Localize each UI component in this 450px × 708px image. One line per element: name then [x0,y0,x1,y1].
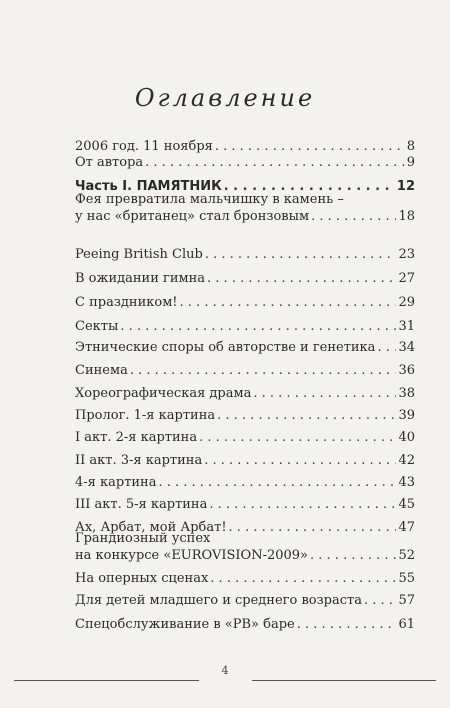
toc-entry-row [75,246,415,263]
toc-entry-title: Синема [75,363,128,378]
toc-entry-page: 47 [398,520,415,535]
toc-entry [75,592,415,609]
toc-heading: Оглавление [134,84,316,112]
toc-entry-title: III акт. 5-я картина [75,497,208,512]
dot-leader [215,138,405,155]
toc-entry-page: 39 [398,408,415,423]
toc-entry-row [75,339,415,356]
toc-entry-page: 61 [398,617,415,632]
dot-leader [253,385,396,402]
dot-leader [158,474,396,491]
toc-entry-title: На оперных сценах [75,571,209,586]
toc-entry-row [75,474,415,491]
toc-entry-title: Спецобслуживание в «РВ» баре [75,617,295,632]
dot-leader [209,496,396,513]
toc-entry-title: у нас «британец» стал бронзовым [75,209,310,224]
toc-entry-page: 12 [396,179,415,194]
dot-leader [297,616,397,633]
toc-entry-row [75,385,415,402]
dot-leader [180,294,397,311]
toc-entry-page: 18 [398,209,415,224]
dot-leader [199,429,396,446]
toc-entry-page: 29 [398,295,415,310]
dot-leader [377,339,396,356]
toc-entry [75,191,415,225]
toc-entry-page: 42 [398,453,415,468]
toc-entry-row [75,547,415,564]
dot-leader [364,592,396,609]
toc-entry-title: В ожидании гимна [75,271,206,286]
dot-leader [204,452,396,469]
toc-entry [75,138,415,155]
dot-leader [130,362,397,379]
toc-entry-title-line: Фея превратила мальчишку в камень – [75,192,344,207]
toc-entry-page: 55 [398,571,415,586]
toc-entry-title: II акт. 3-я картина [75,453,203,468]
toc-entry-title: От автора [75,155,144,170]
toc-entry-title: 2006 год. 11 ноября [75,139,213,154]
toc-entry-row [75,592,415,609]
toc-entry [75,496,415,513]
toc-entry [75,530,415,564]
toc-entry-page: 45 [398,497,415,512]
toc-entry [75,270,415,287]
toc-entry-page: 8 [406,139,415,154]
footer-rule-left [14,680,199,681]
toc-entry [75,452,415,469]
toc-entry [75,318,415,335]
dot-leader [207,270,396,287]
toc-entry-title-line: Грандиозный успех [75,531,211,546]
toc-entry-title: Для детей младшего и среднего возраста [75,593,362,608]
toc-entry-row [75,294,415,311]
dot-leader [120,318,396,335]
toc-entry-row [75,496,415,513]
toc-entry-title: I акт. 2-я картина [75,430,198,445]
toc-entry-row [75,570,415,587]
dot-leader [210,570,396,587]
toc-entry-title: 4-я картина [75,475,157,490]
toc-entry [75,294,415,311]
toc-entry-title: Секты [75,319,119,334]
toc-entry-page: 23 [398,247,415,262]
dot-leader [311,208,396,225]
toc-entry-title: Этнические споры об авторстве и генетика [75,340,376,355]
toc-entry [75,570,415,587]
toc-entry [75,246,415,263]
toc-entry [75,339,415,356]
toc-entry-page: 43 [398,475,415,490]
toc-entry-title: Часть I. ПАМЯТНИК [75,179,222,194]
toc-entry-row [75,407,415,424]
toc-entry-row [75,318,415,335]
toc-entry [75,154,415,171]
toc-entry-page: 40 [398,430,415,445]
toc-entry-page: 27 [398,271,415,286]
toc-entry-title: Пролог. 1-я картина [75,408,216,423]
toc-entry-page: 31 [398,319,415,334]
toc-entry-row [75,452,415,469]
toc-entry [75,362,415,379]
toc-entry [75,474,415,491]
toc-entry-row [75,270,415,287]
toc-entry-title: Хореографическая драма [75,386,252,401]
toc-entry-page: 34 [398,340,415,355]
toc-entry-row [75,138,415,155]
toc-entry-page: 52 [398,548,415,563]
toc-entry [75,385,415,402]
dot-leader [310,547,396,564]
toc-entry-page: 57 [398,593,415,608]
toc-entry-row [75,208,415,225]
toc-entry-row [75,362,415,379]
toc-entry [75,616,415,633]
toc-entry-page: 36 [398,363,415,378]
toc-entry-row [75,154,415,171]
dot-leader [205,246,397,263]
toc-entry-row [75,616,415,633]
dot-leader [145,154,405,171]
toc-entry-page: 38 [398,386,415,401]
toc-entry-title: Peeing British Club [75,247,203,262]
dot-leader [217,407,396,424]
toc-entry-title: на конкурсе «EUROVISION-2009» [75,548,309,563]
toc-entry-title: С праздником! [75,295,178,310]
toc-entry [75,407,415,424]
toc-entry-title: Ах, Арбат, мой Арбат! [75,520,227,535]
page-number: 4 [221,664,229,677]
toc-entry-row [75,429,415,446]
toc-entry-page: 9 [406,155,415,170]
footer-rule-right [252,680,436,681]
toc-entry [75,429,415,446]
